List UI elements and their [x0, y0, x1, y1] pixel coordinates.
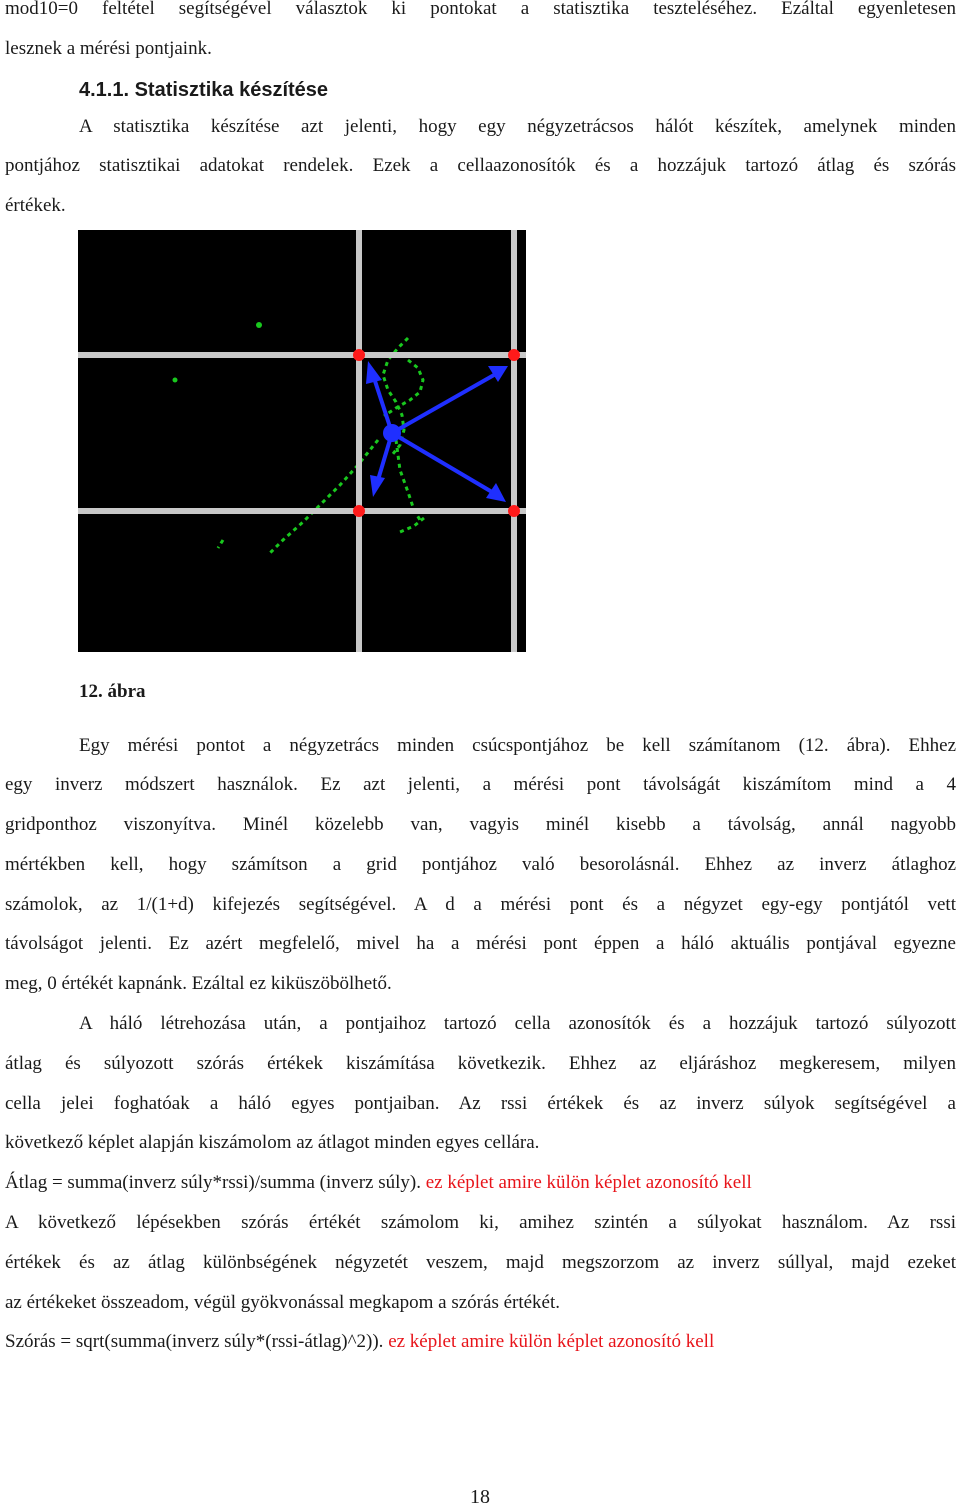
formula-average-text: Átlag = summa(inverz súly*rssi)/summa (inverz súly). — [5, 1172, 421, 1193]
intro-line-2: lesznek a mérési pontjaink. — [5, 38, 212, 59]
formula-deviation-text: Szórás = sqrt(summa(inverz súly*(rssi-átlag)^2)). — [5, 1331, 384, 1352]
paragraph-4-line-1: A következő lépésekben szórás értékét számolom ki, amihez szintén a súlyokat használom. Az rssi — [5, 1212, 956, 1233]
page-number: 18 — [470, 1486, 490, 1508]
trace-dot — [173, 378, 178, 383]
paragraph-3-line-1: A háló létrehozása után, a pontjaihoz tartozó cella azonosítók és a hozzájuk tartozó súlyozott — [79, 1013, 956, 1034]
paragraph-4-line-3: az értékeket összeadom, végül gyökvonással megkapom a szórás értékét. — [5, 1292, 561, 1313]
grid-figure — [78, 230, 526, 652]
trace-dot — [256, 322, 262, 328]
paragraph-2-line-3: gridponthoz viszonyítva. Minél közelebb van, vagyis minél kisebb a távolság, annál nagyobb — [5, 814, 956, 835]
paragraph-1-line-3: értékek. — [5, 195, 66, 216]
figure-background — [78, 230, 526, 652]
paragraph-2-line-4: mértékben kell, hogy számítson a grid pontjához való besorolásnál. Ehhez az inverz átlaghoz — [5, 854, 956, 875]
paragraph-1-line-1: A statisztika készítése azt jelenti, hogy egy négyzetrácsos hálót készítek, amelynek minden — [79, 116, 956, 137]
paragraph-4-line-2: értékek és az átlag különbségének négyzetét veszem, majd megszorzom az inverz súllyal, majd ezeket — [5, 1252, 956, 1273]
paragraph-2-line-6: távolságot jelenti. Ez azért megfelelő, mivel ha a mérési pont éppen a háló aktuális pontjával egyezne — [5, 933, 956, 954]
measurement-point — [383, 424, 401, 442]
paragraph-1-line-2: pontjához statisztikai adatokat rendelek. Ezek a cellaazonosítók és a hozzájuk tartozó átlag és szórás — [5, 155, 956, 176]
paragraph-3-line-3: cella jelei foghatóak a háló egyes pontjaiban. Az rssi értékek és az inverz súlyok segítségével a — [5, 1093, 956, 1114]
figure-caption: 12. ábra — [79, 681, 146, 702]
formula-average-note: ez képlet amire külön képlet azonosító kell — [425, 1172, 752, 1193]
paragraph-2-line-7: meg, 0 értékét kapnánk. Ezáltal ez kiküszöbölhető. — [5, 973, 392, 994]
paragraph-2-line-2: egy inverz módszert használok. Ez azt jelenti, a mérési pont távolságát kiszámítom mind a 4 — [5, 774, 956, 795]
formula-deviation — [5, 1330, 956, 1354]
section-heading: 4.1.1. Statisztika készítése — [79, 79, 329, 101]
intro-line-1: mod10=0 feltétel segítségével választok ki pontokat a statisztika teszteléséhez. Ezáltal egyenletesen — [5, 0, 956, 19]
paragraph-2-line-1: Egy mérési pontot a négyzetrács minden csúcspontjához be kell számítanom (12. ábra). Ehhez — [79, 735, 956, 756]
paragraph-3-line-4: következő képlet alapján kiszámolom az átlagot minden egyes cellára. — [5, 1132, 540, 1153]
paragraph-2-line-5: számolok, az 1/(1+d) kifejezés segítségével. A d a mérési pont és a négyzet egy-egy pontjától vett — [5, 894, 956, 915]
formula-deviation-note: ez képlet amire külön képlet azonosító kell — [388, 1331, 715, 1352]
paragraph-3-line-2: átlag és súlyozott szórás értékek kiszámítása következik. Ehhez az eljáráshoz megkeresem, milyen — [5, 1053, 956, 1074]
formula-average — [5, 1171, 956, 1195]
